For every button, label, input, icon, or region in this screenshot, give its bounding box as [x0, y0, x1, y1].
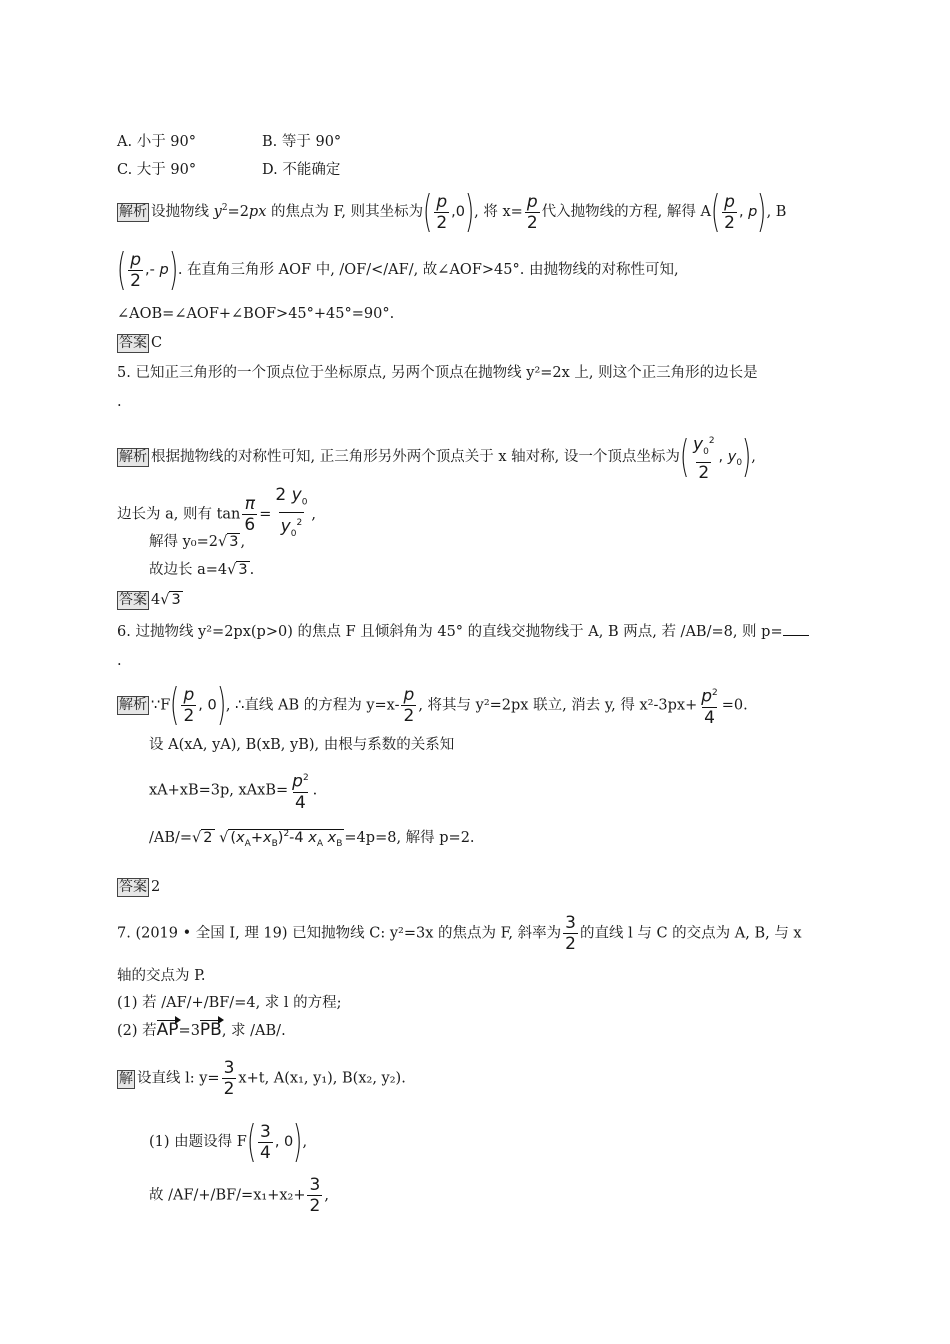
q5-stem: 5. 已知正三角形的一个顶点位于坐标原点, 另两个顶点在抛物线 y²=2x 上, 则这个正三角形的边长是 [117, 365, 758, 381]
q6-stem: 6. 过抛物线 y²=2px(p>0) 的焦点 F 且倾斜角为 45° 的直线交抛物线于 A, B 两点, 若 /AB/=8, 则 p= [117, 622, 809, 642]
q5-stem-end: . [117, 394, 122, 410]
vector-ap: AP [156, 1020, 179, 1040]
q5-solve2: 故边长 a=4√ 3 . [149, 562, 255, 578]
q7-stem2: 轴的交点为 P. [117, 968, 206, 984]
option-d: D. 不能确定 [262, 162, 341, 178]
q7-solution-line1: 解 设直线 l: y= $\frac{3}{2}$ x+t, A(x₁, y₁), B(x₂, y₂). [119, 1058, 406, 1099]
q5-analysis-line2: 边长为 a, 则有 tan $\frac{\pi}{6}$ = $\frac{2 y_0}{y_0^2}$ , [117, 485, 316, 544]
q4-analysis-line2: ( $\frac{p}{2}$ ,- p). 在直角三角形 AOF 中, /OF/</AF/, 故∠AOF>45°. 由抛物线的对称性可知, [116, 244, 679, 295]
q6-analysis-line3: xA+xB=3p, xAxB= $\frac{p^2}{4}$ . [149, 771, 318, 813]
q6-stem-end: . [117, 653, 122, 669]
option-c: C. 大于 90° [117, 162, 197, 178]
q7-stem: 7. (2019 • 全国 Ⅰ, 理 19) 已知抛物线 C: y²=3x 的焦点为 F, 斜率为 $\frac{3}{2}$ 的直线 l 与 C 的交点为 A, B, 与 x [117, 913, 802, 954]
q7-solution-line2: (1) 由题设得 F( $\frac{3}{4}$ , 0), [149, 1116, 308, 1167]
q6-answer: 答案 2 [119, 879, 161, 895]
q5-analysis-line1: 解析 根据抛物线的对称性可知, 正三角形另外两个顶点关于 x 轴对称, 设一个顶点坐标为( $\frac{y_0^2}{2}$ , $y_0$), [119, 431, 756, 484]
q7-part1: (1) 若 /AF/+/BF/=4, 求 l 的方程; [117, 995, 342, 1011]
q4-analysis-line1: 解析 设抛物线 $y^2=2px$ 的焦点为 F, 则其坐标为( $\frac{p}{2}$ ,0), 将 x= $\frac{p}{2}$ 代入抛物线的方程, 解得 A( $\frac{p}{2}$ , p), B [119, 186, 787, 237]
q4-answer: 答案 C [119, 335, 163, 351]
q4-analysis-line3: ∠AOB=∠AOF+∠BOF>45°+45°=90°. [117, 306, 395, 322]
q6-analysis-line4: /AB/=√ 2 √ $(x_A+x_B)^2-4$ $x_A$ $x_B =4p=8$, 解得 p=2. [149, 829, 475, 849]
vector-pb: PB [199, 1020, 222, 1040]
option-b: B. 等于 90° [262, 134, 342, 150]
option-a: A. 小于 90° [117, 134, 196, 150]
q7-solution-line3: 故 /AF/+/BF/=x₁+x₂+ $\frac{3}{2}$ , [149, 1175, 329, 1216]
q5-solve1: 解得 y₀=2√ 3 , [149, 534, 246, 550]
analysis-tag: 解析 [119, 204, 147, 220]
q5-answer: 答案 4√ 3 [119, 592, 181, 608]
q6-analysis-line1: 解析 ∵F( $\frac{p}{2}$ , 0), ∴直线 AB 的方程为 y=x- $\frac{p}{2}$ , 将其与 y²=2px 联立, 消去 y, 得 x²-3px+ $\frac{p^2}{4}$ =0. [119, 679, 748, 731]
q7-part2: (2) 若AP=3PB, 求 /AB/. [117, 1020, 286, 1040]
q6-analysis-line2: 设 A(xA, yA), B(xB, yB), 由根与系数的关系知 [149, 737, 455, 753]
